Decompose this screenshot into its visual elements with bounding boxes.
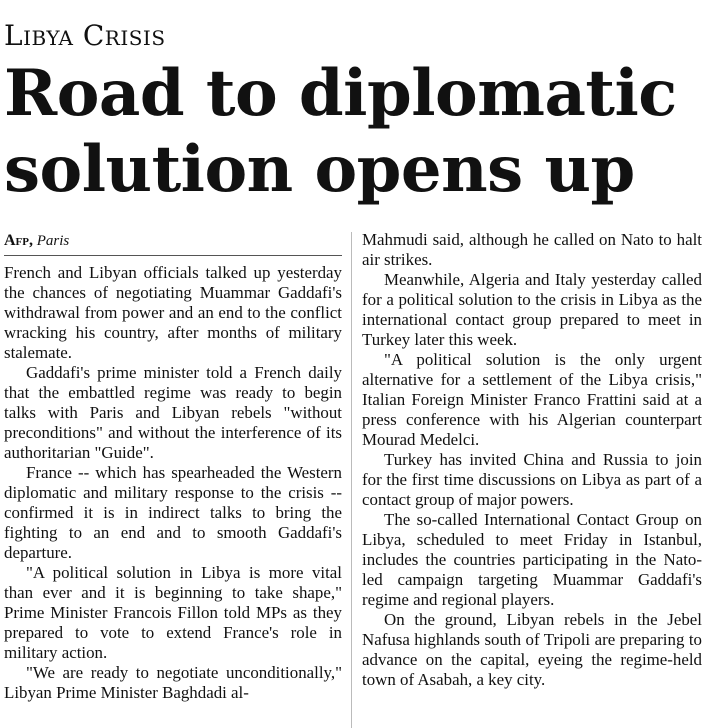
paragraph: The so-called International Contact Group on Libya, scheduled to meet Friday in Istanbul, includes the countries participating in the Nato-led campaign targeting Muammar Gaddafi's regime and regional players. [362, 510, 702, 609]
paragraph: Gaddafi's prime minister told a French daily that the embattled regime was ready to begin talks with Paris and Libyan rebels "without preconditions" and without the interference of its authoritarian "Guide". [4, 363, 342, 462]
headline-line-1: Road to diplomatic [4, 56, 677, 131]
byline [4, 230, 342, 256]
paragraph: "A political solution in Libya is more vital than ever and it is beginning to take shape," Prime Minister Francois Fillon told MPs as they prepared to vote to extend France's role in military action. [4, 563, 342, 662]
paragraph: On the ground, Libyan rebels in the Jebel Nafusa highlands south of Tripoli are preparing to advance on the capital, eyeing the regime-held town of Asabah, a key city. [362, 610, 702, 689]
paragraph: Meanwhile, Algeria and Italy yesterday called for a political solution to the crisis in Libya as the international contact group prepared to meet in Turkey later this week. [362, 270, 702, 349]
headline [4, 56, 704, 208]
byline-agency: Afp, [4, 232, 33, 249]
section-kicker: Libya Crisis [4, 19, 166, 52]
byline-place: Paris [36, 233, 70, 249]
article-column-right [362, 230, 702, 728]
paragraph: "We are ready to negotiate unconditionally," Libyan Prime Minister Baghdadi al- [4, 663, 342, 702]
column-divider [351, 232, 352, 728]
paragraph: Turkey has invited China and Russia to join for the first time discussions on Libya as part of a contact group of major powers. [362, 450, 702, 509]
paragraph: France -- which has spearheaded the Western diplomatic and military response to the crisis -- confirmed it is in indirect talks to bring the fighting to an end and to smooth Gaddafi's departure. [4, 463, 342, 562]
headline-line-2: solution opens up [4, 132, 635, 207]
article-column-left [4, 230, 342, 728]
paragraph: "A political solution is the only urgent alternative for a settlement of the Libya crisis," Italian Foreign Minister Franco Frattini said at a press conference with his Algerian counterpart Mourad Medelci. [362, 350, 702, 449]
paragraph: Mahmudi said, although he called on Nato to halt air strikes. [362, 230, 702, 269]
paragraph: French and Libyan officials talked up yesterday the chances of negotiating Muammar Gaddafi's withdrawal from power and an end to the conflict wracking his country, after months of military stalemate. [4, 263, 342, 362]
